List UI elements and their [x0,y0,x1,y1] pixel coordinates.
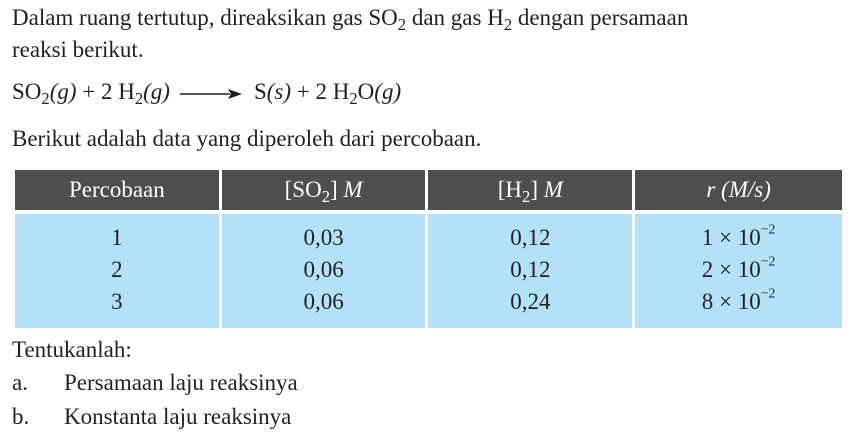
intro-text-c: dengan persamaan [512,5,689,30]
intro-sub-b: 2 [503,14,513,34]
reactant-so2-state: (g) [49,79,77,104]
product-s: S [253,79,267,104]
header-so2-pre: [SO [284,177,322,203]
reactant-so2-sub: 2 [41,88,50,108]
reactant-h2-state: (g) [143,79,170,104]
table-header-row [15,170,842,210]
intro-line-1 [12,4,688,32]
table-row [15,286,842,328]
task-text: Persamaan laju reaksinya [64,370,298,395]
reaction-equation [12,78,401,108]
cell-exp: 2 [15,254,219,286]
header-rate-unit: (M/s) [715,177,771,203]
cell-rate [635,254,842,286]
data-intro: Berikut adalah data yang diperoleh dari percobaan. [12,126,482,151]
header-rate [635,170,842,210]
table-row [15,254,842,286]
task-text: Konstanta laju reaksinya [64,404,292,429]
header-so2-unit: M [343,177,363,203]
product-h2o: + 2 H [291,79,350,104]
task-item-b [12,403,291,431]
header-so2-sub: 2 [321,187,330,207]
cell-exp: 3 [15,286,219,328]
cell-h2: 0,12 [428,254,632,286]
intro-text-a: Dalam ruang tertutup, direaksikan gas SO [12,5,398,30]
header-so2-post: ] [329,177,344,203]
cell-exp: 1 [15,214,219,254]
intro-sub-a: 2 [397,14,407,34]
experiment-table [12,170,845,328]
reactant-h2-sub: 2 [134,88,144,108]
header-h2-pre: [H [497,177,523,203]
header-h2-post: ] [530,177,544,203]
cell-h2: 0,24 [428,286,632,328]
cell-h2: 0,12 [428,214,632,254]
rate-coef: 1 × 10 [701,225,761,251]
cell-so2: 0,06 [222,286,426,328]
header-h2-sub: 2 [522,187,531,207]
task-marker: a. [12,370,28,395]
header-so2 [222,170,426,210]
cell-rate [635,286,842,328]
task-marker: b. [12,404,30,429]
product-s-state: (s) [266,79,292,104]
task-heading: Tentukanlah: [12,337,132,362]
cell-so2: 0,03 [222,214,426,254]
rate-exp: −2 [760,221,776,237]
cell-rate [635,214,842,254]
reaction-arrow-icon [180,80,242,108]
rate-exp: −2 [760,253,776,269]
rate-coef: 2 × 10 [701,257,761,283]
product-h2o-sub: 2 [349,88,358,108]
intro-text-b: dan gas H [406,5,504,30]
header-h2-unit: M [543,177,563,203]
header-percobaan: Percobaan [15,170,219,210]
intro-line-2: reaksi berikut. [12,37,144,62]
rate-coef: 8 × 10 [701,289,761,315]
cell-so2: 0,06 [222,254,426,286]
reactant-so2: SO [12,79,42,104]
header-rate-symbol: r [706,177,716,203]
reactant-h2: + 2 H [76,79,135,104]
table-row [15,214,842,254]
product-h2o-state: (g) [374,79,402,104]
product-h2o-tail: O [357,79,375,104]
header-h2 [428,170,632,210]
task-item-a [12,369,298,397]
rate-exp: −2 [760,285,776,301]
